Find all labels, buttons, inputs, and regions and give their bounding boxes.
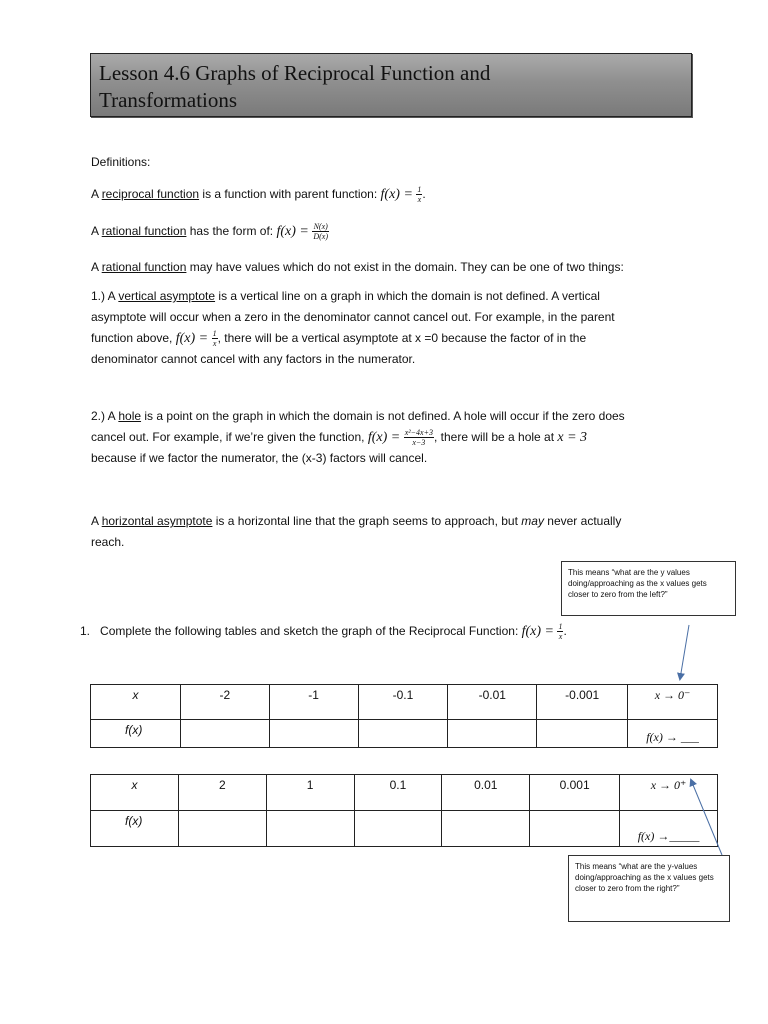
- recip-pre: A: [91, 187, 102, 201]
- va-line4: denominator cannot cancel with any factors in the numerator.: [91, 352, 416, 366]
- va-line3a: function above,: [91, 331, 176, 345]
- table1-x-label: x: [91, 685, 181, 720]
- title-line-2: Transformations: [99, 88, 238, 112]
- question-end: .: [563, 624, 567, 638]
- table1-limit-x: x → 0⁻: [628, 685, 718, 720]
- table2-x-cell: 0.01: [442, 775, 530, 811]
- hole-line2b: , there will be a hole at: [433, 430, 558, 444]
- va-p2: is a vertical line on a graph in which the domain is not defined. A vertical: [215, 289, 600, 303]
- recip-fx: f(x) =: [380, 187, 417, 202]
- va-term: vertical asymptote: [118, 289, 216, 303]
- table2-x-cell: 0.1: [354, 775, 442, 811]
- hole-fx: f(x) =: [367, 430, 404, 445]
- table2-fx-label: f(x): [91, 811, 179, 847]
- rational2-pre: A: [91, 260, 102, 274]
- recip-den: x: [417, 195, 422, 205]
- rational-den: D(x): [313, 232, 328, 242]
- table2-x-cell: 0.001: [530, 775, 620, 811]
- table1-x-cell: -0.01: [448, 685, 537, 720]
- table2-x-cell: 2: [178, 775, 266, 811]
- question-text: Complete the following tables and sketch the graph of the Reciprocal Function:: [100, 624, 522, 638]
- question-den: x: [558, 632, 563, 642]
- title-line-1: Lesson 4.6 Graphs of Reciprocal Function and: [99, 61, 491, 85]
- question-num: 1: [558, 622, 563, 632]
- arrow-right-callout: [691, 780, 722, 855]
- rational2-post: may have values which do not exist in the domain. They can be one of two things:: [186, 260, 624, 274]
- ha-may: may: [521, 514, 544, 528]
- va-line2: asymptote will occur when a zero in the denominator cannot cancel out. For example, in the parent: [91, 310, 615, 324]
- ha-p1: is a horizontal line that the graph seems to approach, but: [212, 514, 522, 528]
- rational-post: has the form of:: [186, 224, 277, 238]
- ha-pre: A: [91, 514, 102, 528]
- rational-pre: A: [91, 224, 102, 238]
- hole-den: x−3: [412, 438, 426, 448]
- hole-p2: is a point on the graph in which the domain is not defined. A hole will occur if the zero does: [141, 409, 625, 423]
- note-right-text: This means “what are the y-values doing/approaching as the x values gets closer to zero from the right?”: [575, 862, 714, 893]
- hole-term: hole: [118, 409, 142, 423]
- hole-p1: 2.) A: [91, 409, 119, 423]
- table1-fx-label: f(x): [91, 720, 181, 748]
- recip-term: reciprocal function: [101, 187, 200, 201]
- va-line3b: , there will be a vertical asymptote at x =0 because the factor of in the: [217, 331, 587, 345]
- recip-num: 1: [417, 185, 422, 195]
- table1-x-cell: -0.1: [358, 685, 448, 720]
- rational-term: rational function: [101, 224, 187, 238]
- table1-x-cell: -0.001: [537, 685, 628, 720]
- va-fx: f(x) =: [175, 331, 212, 346]
- question-fx: f(x) =: [521, 624, 558, 639]
- hole-num: x²−4x+3: [404, 428, 433, 438]
- hole-x: x = 3: [557, 430, 588, 445]
- va-num: 1: [212, 329, 217, 339]
- definitions-heading-text: Definitions:: [91, 155, 151, 169]
- table1-x-cell: -2: [180, 685, 269, 720]
- table2-x-label: x: [91, 775, 179, 811]
- va-den: x: [212, 339, 217, 349]
- va-p1: 1.) A: [91, 289, 119, 303]
- question-number: 1.: [80, 624, 91, 638]
- rational2-term: rational function: [101, 260, 187, 274]
- recip-end: .: [422, 187, 426, 201]
- hole-line3: because if we factor the numerator, the (x-3) factors will cancel.: [91, 451, 428, 465]
- arrow-left-callout: [680, 625, 689, 679]
- note-left-text: This means “what are the y values doing/approaching as the x values gets closer to zero from the left?”: [568, 568, 707, 599]
- table2-limit-f[interactable]: f(x) →_____: [620, 811, 718, 847]
- rational-num: N(x): [313, 222, 328, 232]
- table2-limit-x: x → 0⁺: [620, 775, 718, 811]
- table2-x-cell: 1: [266, 775, 354, 811]
- ha-p2: never actually: [543, 514, 622, 528]
- table1-x-cell: -1: [269, 685, 358, 720]
- ha-term: horizontal asymptote: [101, 514, 213, 528]
- table1-limit-f[interactable]: f(x) → ___: [628, 720, 718, 748]
- hole-line2a: cancel out. For example, if we’re given the function,: [91, 430, 368, 444]
- ha-line2: reach.: [91, 535, 125, 549]
- rational-fx: f(x) =: [276, 224, 313, 239]
- recip-post: is a function with parent function:: [199, 187, 381, 201]
